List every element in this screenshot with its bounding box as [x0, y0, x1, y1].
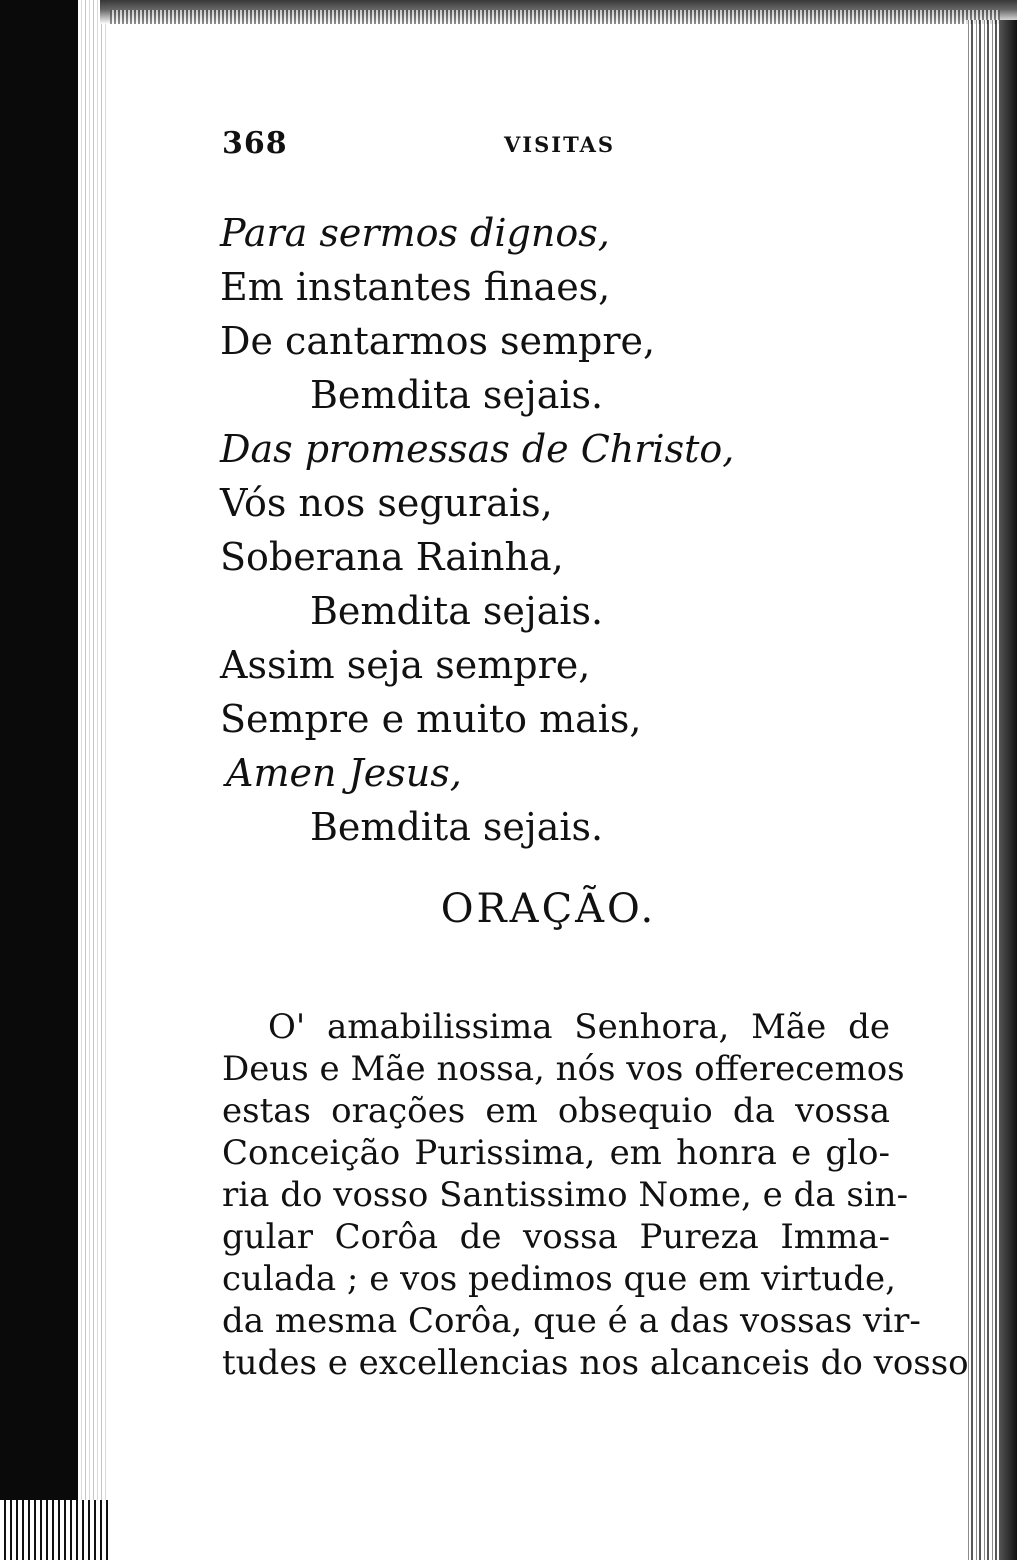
verse-line: Para sermos dignos,	[220, 211, 610, 255]
prose-line: Deus e Mãe nossa, nós vos offerecemos	[222, 1049, 905, 1089]
running-head: VISITAS	[504, 132, 616, 157]
prose-line: gular Corôa de vossa Pureza Imma-	[222, 1217, 890, 1257]
verse-refrain: Bemdita sejais.	[310, 589, 604, 633]
prose-line: da mesma Corôa, que é a das vossas vir-	[222, 1301, 921, 1341]
verse-line: Assim seja sempre,	[220, 643, 591, 687]
prose-line: culada ; e vos pedimos que em virtude,	[222, 1259, 896, 1299]
verse-line: Vós nos segurais,	[220, 481, 553, 525]
prose-line: O' amabilissima Senhora, Mãe de	[268, 1007, 890, 1047]
page-header	[222, 126, 642, 166]
page-number: 368	[222, 126, 288, 161]
verse-refrain: Bemdita sejais.	[310, 373, 604, 417]
prose-line: ria do vosso Santissimo Nome, e da sin-	[222, 1175, 909, 1215]
prose-line: Conceição Purissima, em honra e glo-	[222, 1133, 890, 1173]
verse-line: Das promessas de Christo,	[220, 427, 735, 471]
verse-line: Sempre e muito mais,	[220, 697, 642, 741]
hymn-verse	[220, 206, 780, 854]
verse-line: De cantarmos sempre,	[220, 319, 656, 363]
prose-line: tudes e excellencias nos alcanceis do vosso	[222, 1343, 969, 1383]
prose-line: estas orações em obsequio da vossa	[222, 1091, 890, 1131]
verse-refrain: Bemdita sejais.	[310, 805, 604, 849]
prayer-paragraph	[222, 1006, 969, 1384]
verse-line: Soberana Rainha,	[220, 535, 564, 579]
verse-line: Amen Jesus,	[226, 751, 462, 795]
section-title: ORAÇÃO.	[440, 886, 657, 932]
verse-line: Em instantes finaes,	[220, 265, 611, 309]
